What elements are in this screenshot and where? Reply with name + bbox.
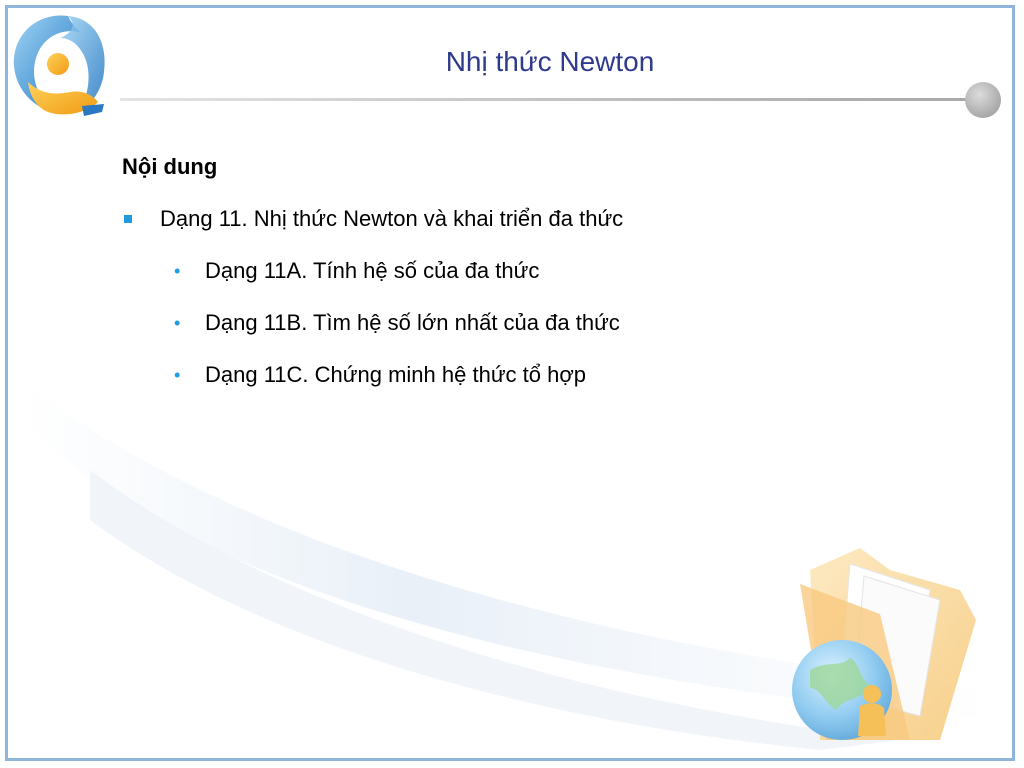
- dot-bullet-icon: •: [174, 313, 181, 333]
- title-divider: [120, 98, 980, 101]
- list-item: [122, 358, 902, 392]
- list-item-text: Dạng 11B. Tìm hệ số lớn nhất của đa thức: [205, 310, 620, 335]
- list-item-text: Dạng 11A. Tính hệ số của đa thức: [205, 258, 540, 283]
- list-item-text: Dạng 11C. Chứng minh hệ thức tổ hợp: [205, 362, 587, 387]
- gray-circle-icon: [965, 82, 1001, 118]
- dot-bullet-icon: •: [174, 365, 181, 385]
- square-bullet-icon: [124, 215, 132, 223]
- list-item-text: Dạng 11. Nhị thức Newton và khai triển đa thức: [160, 206, 624, 231]
- content-heading: Nội dung: [122, 154, 218, 179]
- swirl-person-logo: [8, 12, 110, 120]
- slide-content: [122, 150, 902, 410]
- folder-globe-person-icon: [780, 540, 990, 750]
- list-item: [122, 202, 902, 236]
- list-item: [122, 306, 902, 340]
- dot-bullet-icon: •: [174, 261, 181, 281]
- list-item: [122, 254, 902, 288]
- slide-title: Nhị thức Newton: [445, 46, 655, 77]
